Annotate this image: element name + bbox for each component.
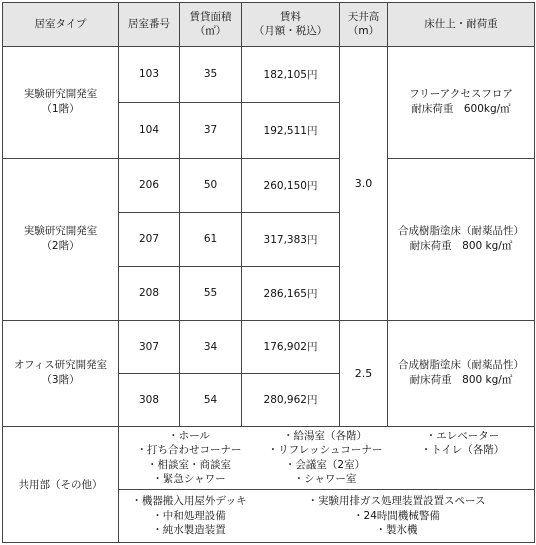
- list-item: ・純水製造装置: [152, 524, 226, 537]
- room-number-cell: 207: [119, 212, 180, 266]
- ceiling-height-cell: 3.0: [340, 46, 388, 320]
- floor-finish-cell: 合成樹脂塗床（耐薬品性） 耐床荷重 800 kg/㎡: [388, 320, 535, 426]
- list-item: ・機器搬入用屋外デッキ: [131, 495, 247, 508]
- list-item: ・打ち合わせコーナー: [136, 444, 242, 457]
- room-type-cell: オフィス研究開発室 （3階）: [3, 320, 119, 426]
- list-item: [391, 472, 534, 486]
- rent-cell: 176,902円: [242, 320, 340, 373]
- rent-cell: 317,383円: [242, 212, 340, 266]
- rent-cell: 192,511円: [242, 102, 340, 158]
- table-row: [3, 320, 535, 373]
- common-facilities-2: [119, 489, 535, 542]
- room-type-cell: 実験研究開発室 （1階）: [3, 46, 119, 158]
- common-facilities-list-2: [119, 494, 534, 537]
- ceiling-height-cell: 2.5: [340, 320, 388, 426]
- table-row: [3, 158, 535, 212]
- common-row: [3, 426, 535, 489]
- area-cell: 34: [180, 320, 242, 373]
- list-item: ・ホール: [168, 429, 210, 442]
- common-area-label: 共用部（その他）: [3, 426, 119, 542]
- list-item: ・実験用排ガス処理装置設置スペース: [307, 495, 486, 508]
- list-item: ・リフレッシュコーナー: [267, 444, 383, 457]
- header-row: [3, 3, 535, 47]
- list-item: ・トイレ（各階）: [420, 444, 505, 457]
- room-number-cell: 104: [119, 102, 180, 158]
- room-type-cell: 実験研究開発室 （2階）: [3, 158, 119, 320]
- room-number-cell: 208: [119, 266, 180, 320]
- area-cell: 35: [180, 46, 242, 102]
- list-item: ・会議室（2室）: [284, 458, 366, 471]
- rent-cell: 182,105円: [242, 46, 340, 102]
- area-cell: 55: [180, 266, 242, 320]
- room-number-cell: 307: [119, 320, 180, 373]
- header-floor-finish: 床仕上・耐荷重: [388, 3, 535, 47]
- floor-finish-cell: 合成樹脂塗床（耐薬品性） 耐床荷重 800 kg/㎡: [388, 158, 535, 320]
- header-room-type: 居室タイプ: [3, 3, 119, 47]
- list-item: ・給湯室（各階）: [283, 429, 367, 442]
- list-item: ・中和処理設備: [152, 509, 226, 522]
- table-row: [3, 46, 535, 102]
- rent-cell: 280,962円: [242, 373, 340, 426]
- rent-cell: 260,150円: [242, 158, 340, 212]
- area-cell: 37: [180, 102, 242, 158]
- room-number-cell: 308: [119, 373, 180, 426]
- area-cell: 61: [180, 212, 242, 266]
- header-room-number: 居室番号: [119, 3, 180, 47]
- room-number-cell: 206: [119, 158, 180, 212]
- area-cell: 50: [180, 158, 242, 212]
- common-facilities-1: [119, 426, 535, 489]
- list-item: [391, 458, 534, 472]
- list-item: ・緊急シャワー: [152, 473, 226, 486]
- room-number-cell: 103: [119, 46, 180, 102]
- list-item: ・相談室・商談室: [147, 458, 231, 471]
- rent-cell: 286,165円: [242, 266, 340, 320]
- header-rent: 賃料 （月額・税込）: [242, 3, 340, 47]
- floor-finish-cell: フリーアクセスフロア 耐床荷重 600kg/㎡: [388, 46, 535, 158]
- list-item: ・エレベーター: [425, 429, 500, 442]
- list-item: ・24時間機械警備: [353, 509, 440, 522]
- list-item: ・製氷機: [375, 524, 418, 537]
- common-facilities-list-1: [119, 429, 534, 487]
- list-item: ・シャワー室: [293, 473, 357, 486]
- area-cell: 54: [180, 373, 242, 426]
- header-ceiling: 天井高 （m）: [340, 3, 388, 47]
- rental-table: [2, 2, 535, 543]
- header-area: 賃貸面積 （㎡）: [180, 3, 242, 47]
